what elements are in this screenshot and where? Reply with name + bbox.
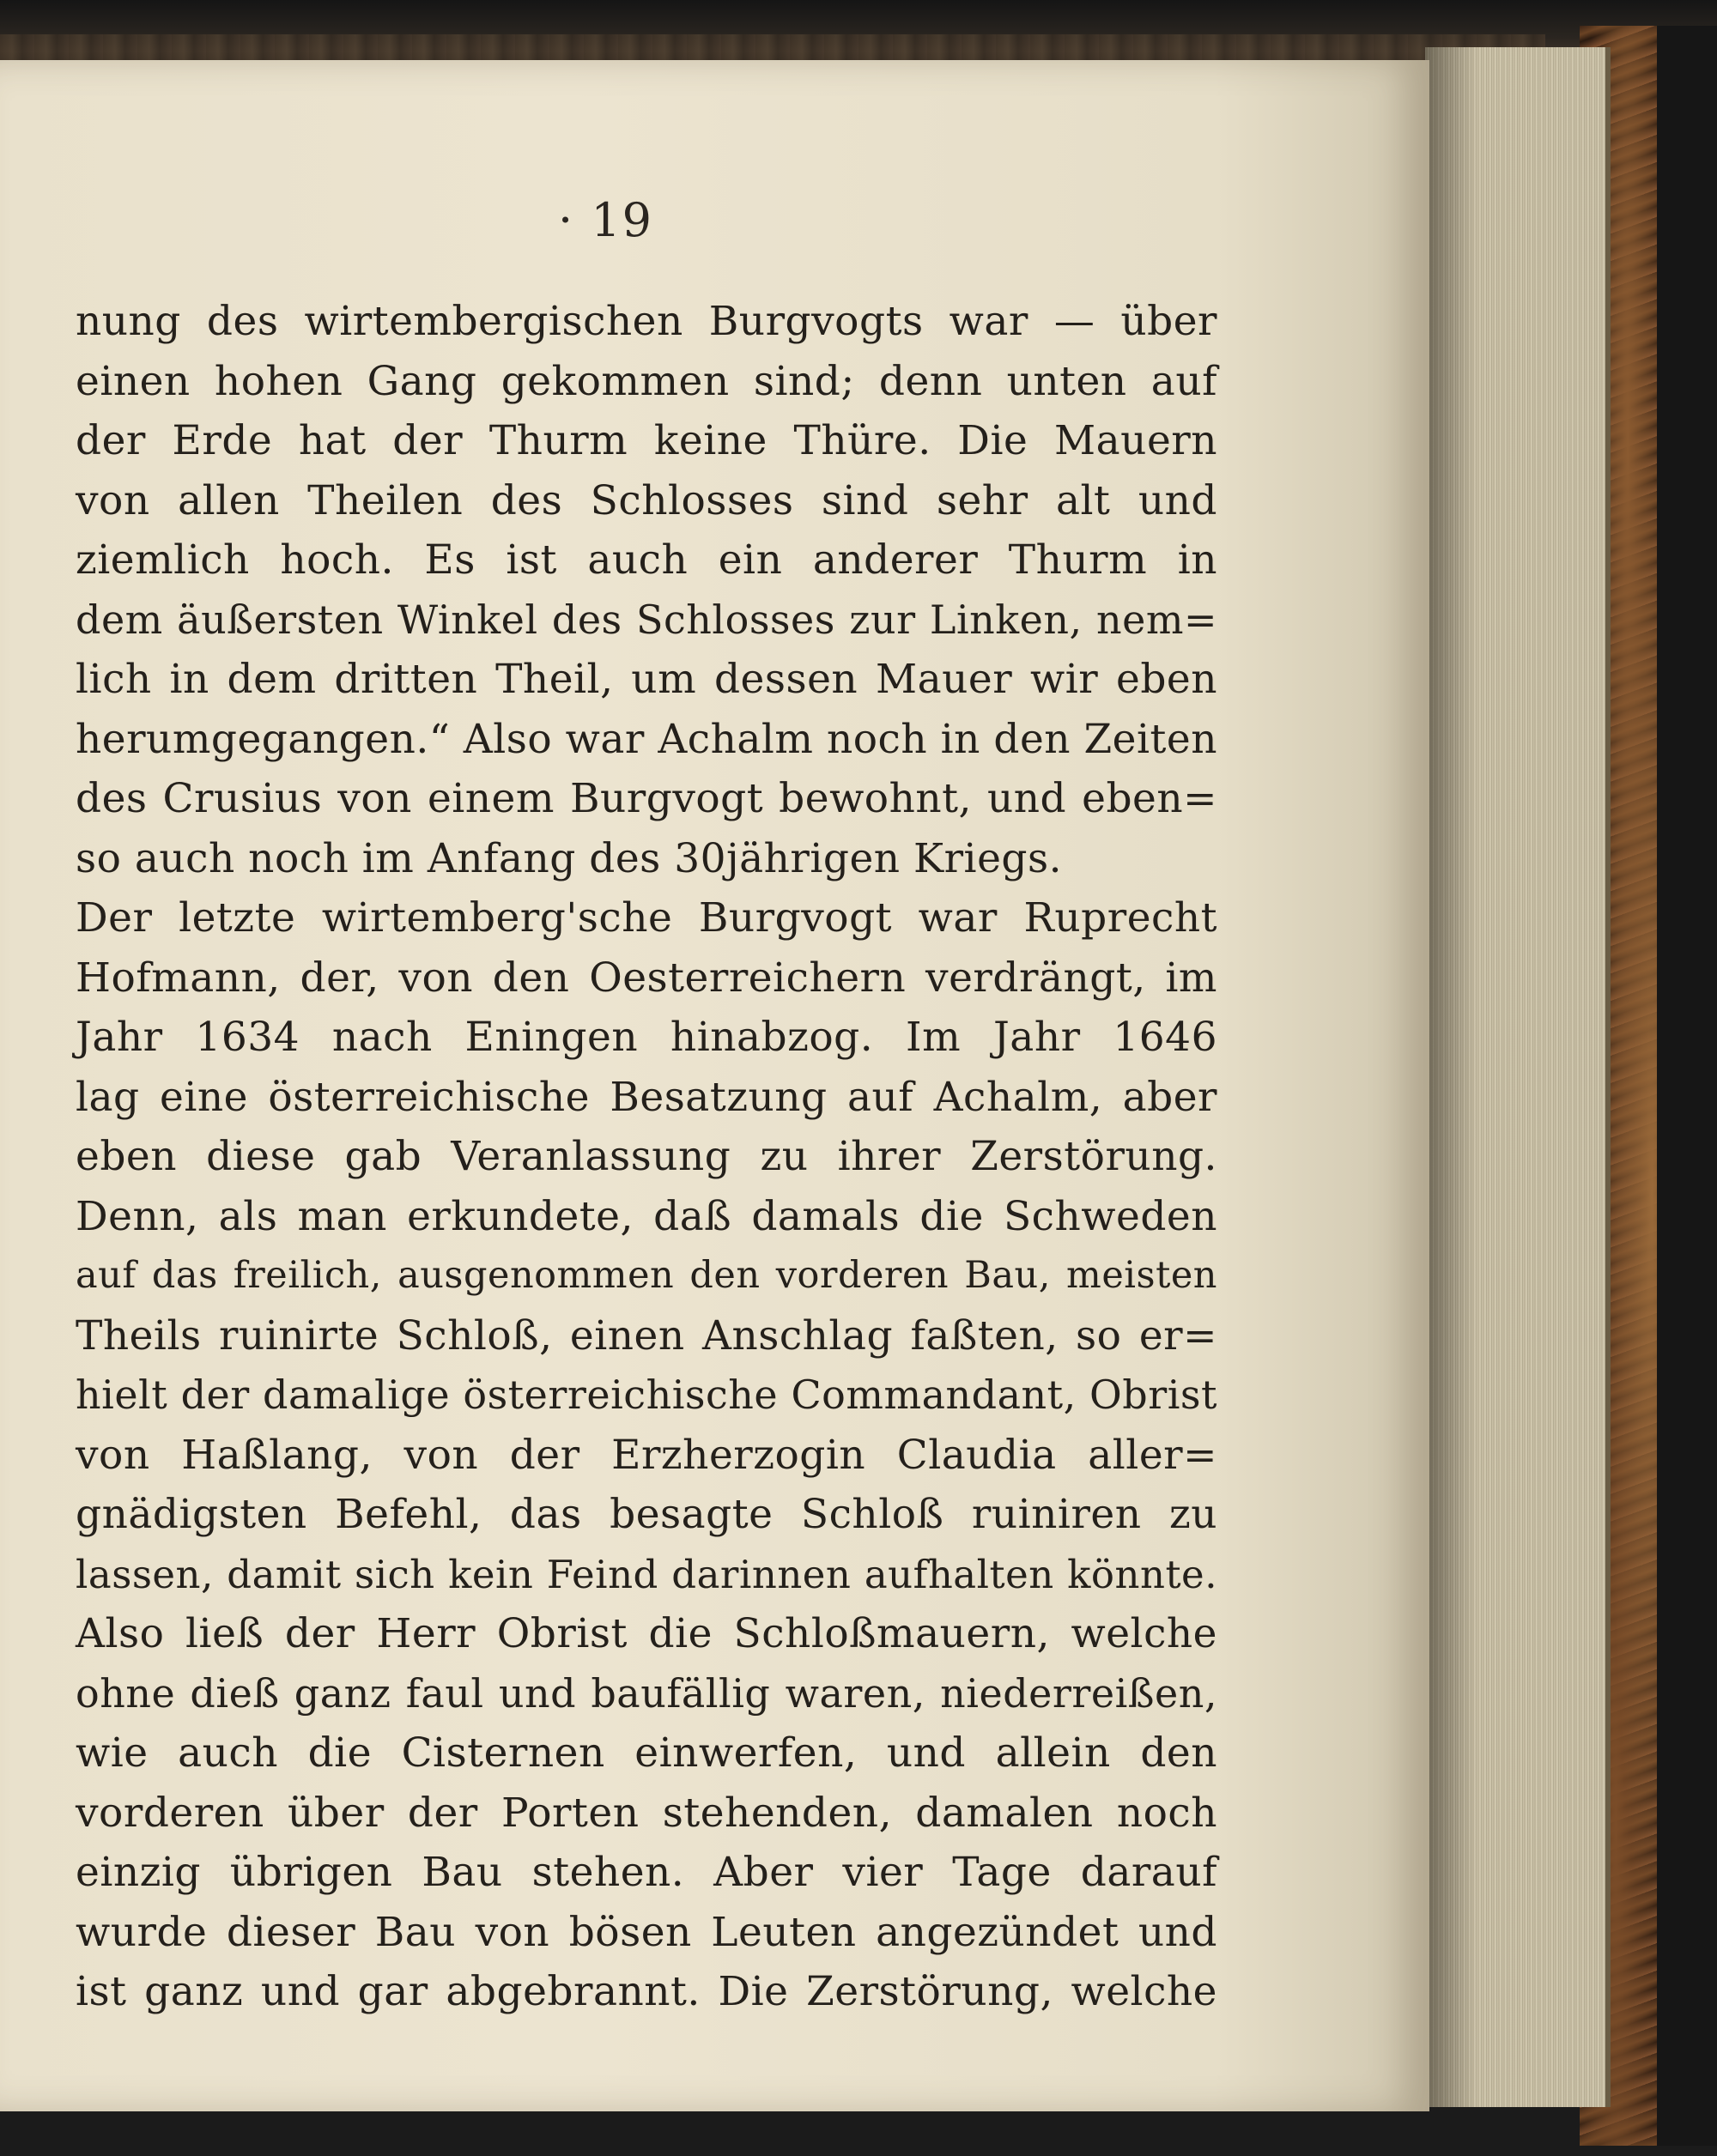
background-shadow	[1657, 26, 1717, 2146]
book-page	[0, 60, 1429, 2111]
text-line: ist ganz und gar abgebrannt. Die Zerstörung, welche	[76, 1968, 1217, 2015]
text-line: einen hohen Gang gekommen sind; denn unten auf	[76, 357, 1217, 405]
text-line: gnädigsten Befehl, das besagte Schloß ruiniren zu	[76, 1491, 1217, 1538]
text-line: nung des wirtembergischen Burgvogts war — über	[76, 298, 1217, 345]
text-line: ziemlich hoch. Es ist auch ein anderer Thurm in	[76, 536, 1217, 584]
text-line: des Crusius von einem Burgvogt bewohnt, und eben=	[76, 775, 1217, 822]
text-line: Theils ruinirte Schloß, einen Anschlag faßten, so er=	[76, 1311, 1217, 1360]
text-line: Jahr 1634 nach Eningen hinabzog. Im Jahr 1646	[76, 1014, 1217, 1061]
text-line: von Haßlang, von der Erzherzogin Claudia aller=	[76, 1431, 1217, 1479]
text-line: herumgegangen.“ Also war Achalm noch in den Zeiten	[76, 715, 1217, 763]
text-line: Der letzte wirtemberg'sche Burgvogt war Ruprecht	[76, 894, 1217, 942]
text-line: Also ließ der Herr Obrist die Schloßmauern, welche	[76, 1610, 1217, 1657]
text-line: eben diese gab Veranlassung zu ihrer Zerstörung.	[76, 1133, 1217, 1180]
text-line: ohne dieß ganz faul und baufällig waren, niederreißen,	[76, 1669, 1217, 1717]
text-line: dem äußersten Winkel des Schlosses zur Linken, nem=	[76, 596, 1217, 643]
text-line: wurde dieser Bau von bösen Leuten angezündet und	[76, 1908, 1217, 1956]
text-line: lassen, damit sich kein Feind darinnen aufhalten könnte.	[76, 1551, 1217, 1597]
binding-decoration	[0, 34, 1545, 60]
text-line: hielt der damalige österreichische Commandant, Obrist	[76, 1372, 1217, 1418]
text-line: von allen Theilen des Schlosses sind sehr alt und	[76, 476, 1217, 524]
text-line: auf das freilich, ausgenommen den vorderen Bau, meisten	[76, 1254, 1217, 1297]
text-line: vorderen über der Porten stehenden, damalen noch	[76, 1789, 1217, 1837]
body-text	[76, 292, 1217, 2022]
text-line: lich in dem dritten Theil, um dessen Mauer wir eben	[76, 656, 1217, 703]
text-line: Hofmann, der, von den Oesterreichern verdrängt, im	[76, 954, 1217, 1002]
page-number: · 19	[558, 193, 654, 247]
gutter-shadow	[1425, 47, 1477, 2107]
text-line: Denn, als man erkundete, daß damals die Schweden	[76, 1192, 1217, 1240]
text-line: einzig übrigen Bau stehen. Aber vier Tage darauf	[76, 1849, 1217, 1896]
text-line: wie auch die Cisternen einwerfen, und allein den	[76, 1729, 1217, 1777]
text-line: lag eine österreichische Besatzung auf Achalm, aber	[76, 1073, 1217, 1121]
text-line: so auch noch im Anfang des 30jährigen Kriegs.	[76, 834, 1063, 882]
text-line: der Erde hat der Thurm keine Thüre. Die Mauern	[76, 417, 1217, 464]
